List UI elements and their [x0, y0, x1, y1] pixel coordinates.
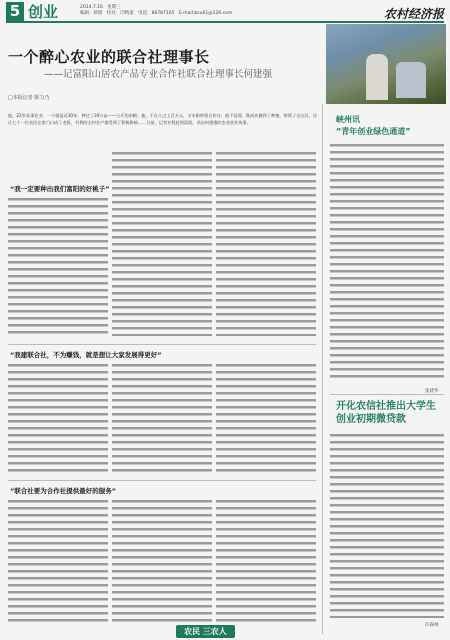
sidebar-headline: “青年创业绿色通道”: [336, 127, 411, 136]
sidebar-text-2: [330, 432, 444, 618]
article-photo: [326, 24, 446, 104]
text-column: [216, 150, 316, 336]
footer-label: 农民 三农人: [176, 625, 235, 638]
text-column: [8, 196, 108, 336]
article-title: 一个醉心农业的联合社理事长: [8, 48, 210, 66]
person-figure: [396, 62, 426, 98]
section-head-2: “我建联合社，不为赚钱，就是想让大家发展得更好”: [10, 351, 162, 359]
header-meta: 2014.7.16 星期三 编辑：欧阳 校对：邝鸭蛋 电话：86787165 E-mail:bsu01@126.com: [80, 5, 233, 16]
section-title: 创业: [28, 3, 59, 21]
sidebar-author-2: 许森林: [425, 623, 439, 628]
text-column: [216, 362, 316, 474]
divider: [8, 480, 316, 481]
article-lead: 他，22岁从事农业，一干就是近30年，种过了30万亩——公斤的杂粮；他，不在人过上百万元，又专职带领合作社；他不信邪，既成功做到了种植，带领了全山区，还让七十一位农民在家门口成了老板，有利的全村农户都受到了积极影响……日前，记者专程赶到富阳，采访何建强的农业创业故事。: [8, 113, 318, 125]
divider: [8, 344, 316, 345]
section-head-3: “联合社要为合作社提供最好的服务”: [10, 487, 117, 495]
page-number: 5: [6, 2, 24, 21]
page-header: [6, 3, 444, 23]
column-divider: [322, 104, 323, 634]
sidebar-headline-2: 开化农信社推出大学生创业初期微贷款: [336, 401, 436, 425]
text-column: [112, 498, 212, 622]
newspaper-brand: 农村经济报: [383, 7, 444, 21]
person-figure: [366, 54, 388, 100]
text-column: [8, 362, 108, 474]
text-column: [112, 362, 212, 474]
sidebar-author: 张建华: [425, 389, 439, 394]
divider: [330, 394, 444, 395]
text-column: [112, 150, 212, 336]
section-head-1: “我一定要种出我们富阳的好桃子”: [10, 185, 110, 193]
article-byline: □本报记者 陈力乃: [8, 95, 50, 101]
text-column: [8, 498, 108, 622]
sidebar-kicker: 峡州讯: [336, 115, 360, 124]
sidebar-text: [330, 142, 444, 382]
article-subtitle: ——记富阳山居农产品专业合作社联合社理事长何建强: [44, 69, 273, 80]
text-column: [216, 498, 316, 622]
